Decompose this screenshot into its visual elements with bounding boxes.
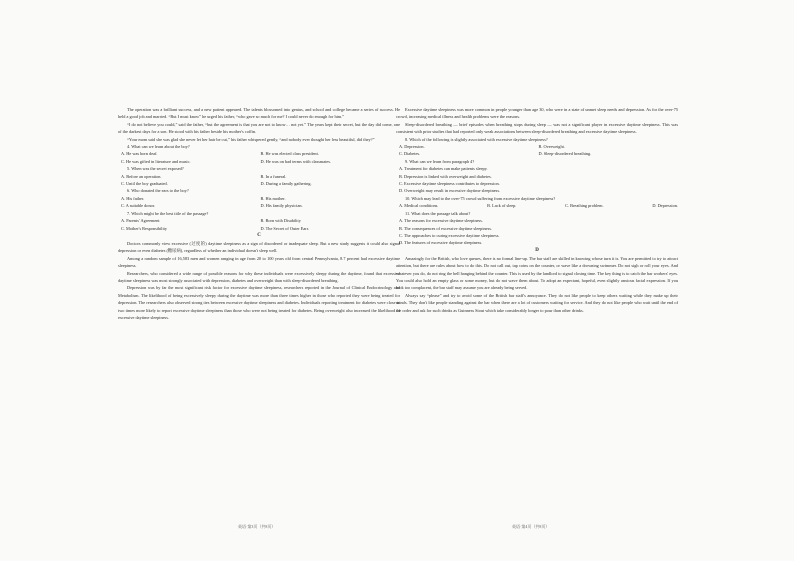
option-a: A. Depression. [399,144,425,150]
question-options [396,202,678,209]
question-options [396,217,678,247]
option-a: A. Parents' Agreement [121,218,160,224]
option-d: D. The Secret of Outer Ears [260,225,309,231]
option-d: D. Sleep-disordered breathing. [538,151,592,157]
question-4 [118,143,400,165]
section-c-heading: C [257,232,261,238]
right-page-footer: 英语·第4页（共8页） [512,524,550,529]
passage-c-paragraph: Sleep-disordered breathing — brief episodes when breathing stops during sleep — was not a significant player in excessive daytime sleepiness. This was consistent with prior studies that had reported only weak associations between sleep-disordered breathing and excessive daytime sleepiness. [396,121,678,135]
question-11 [396,210,678,247]
question-stem: 7. Which might be the best title of the passage? [127,210,209,216]
option-c: C. Mother's Responsibility [121,225,168,231]
option-c: C. Diabetes. [399,151,421,157]
passage-c-paragraph: Researchers, who considered a wide range of possible reasons for why these individuals were excessively sleepy during the daytime, found that excessive daytime sleepiness was most strongly associated with depression, diabetes and overweight than with sleep-disordered breathing. [118,270,400,283]
option-b: B. His mother. [260,195,286,201]
option-a: A. Treatment for diabetes can make patients sleepy. [399,166,488,172]
option-d: D. The features of excessive daytime sleepiness. [399,240,483,246]
passage-b-paragraph: The operation was a brilliant success, and a new patient appeared. The talents blossomed into genius, and school and college became a series of success. He held a good job and married. “But I must know” he urged his father, “who gave so much for me? I could never do enough for him.” [118,107,400,120]
question-stem: 11. What does the passage talk about? [405,210,471,216]
option-d: D. His family physician. [260,203,303,209]
passage-c-paragraph: Depression was by far the most significant risk factor for excessive daytime sleepiness, researchers reported in the Journal of Clinical Endocrinology and Metabolism. The likelihood of being excessively sleepy during the daytime was more than three times higher in those who reported they were being treated for depression. The researchers also observed strong ties between excessive daytime sleepiness and diabetes. Individuals reporting treatment for diabetes were close to two times more likely to report excessive daytime sleepiness than those who were not being treated for diabetes. Being overweight also increased the likelihood of excessive daytime sleepiness. [118,285,400,320]
option-c: C. Excessive daytime sleepiness contributes to depression. [399,181,500,187]
option-a: A. His father. [121,195,145,201]
option-a: A. The reasons for excessive daytime sleepiness. [399,218,483,224]
passage-c-paragraph: Excessive daytime sleepiness was more common in people younger than age 30, who were in a state of unmet sleep needs and depression. As for the over-75 crowd, increasing medical illness and health problems were the reasons. [396,107,678,120]
question-stem: 9. What can we learn from paragraph 4? [405,158,475,164]
question-options [118,150,400,165]
passage-c-paragraph: Doctors commonly view excessive (过度的) daytime sleepiness as a sign of disordered or inadequate sleep. But a new study suggests it could also signal depression or even diabetes (糖尿病), regardless of whether an individual doesn't sleep well. [118,240,400,254]
left-page-column [118,106,400,321]
question-stem: 8. Which of the following is slightly associated with excessive daytime sleepiness? [405,136,548,142]
question-stem: 5. When was the secret exposed? [127,166,184,172]
question-options [396,143,678,158]
option-c: C. The approaches to curing excessive daytime sleepiness. [399,232,500,238]
question-stem: 4. What can we learn about the boy? [127,144,190,150]
question-stem: 10. Which may lead to the over-75 crowd suffering from excessive daytime sleepiness? [405,195,556,201]
section-d-heading: D [535,247,539,253]
option-b: B. Born with Disability [260,218,301,224]
question-6 [118,187,400,209]
question-5 [118,165,400,187]
option-d: D. Overweight may result in excessive daytime sleepiness. [399,188,501,194]
left-page-footer: 英语·第3页（共8页） [238,524,276,529]
option-b: B. Lack of sleep. [487,203,517,209]
right-page-column [396,106,678,314]
question-stem: 6. Who donated the ears to the boy? [127,188,189,194]
option-a: A. Before an operation. [121,173,162,179]
passage-d-paragraph: Amazingly for the British, who love queues, there is no formal line-up. The bar staff are skilled in knowing whose turn it is. You are permitted to try to attract attention, but there are rules about how to do this. Do not call out, tap coins on the counter, or wave like a drowning swimmer. Do not sigh or roll your eyes. And whatever you do, do not ring the bell hanging behind the counter. This is used by the landlord to signal closing time. The key thing is to catch the bar workers' eyes. You could also hold an empty glass or some money, but do not wave them about. To adopt an expectant, hopeful, even slightly anxious facial expression. If you look too complacent, the bar staff may assume you are already being served. [396,255,678,291]
question-options [118,195,400,210]
option-c: C. A suitable donor. [121,203,156,209]
passage-d-paragraph: Always say “please” and try to avoid some of the British bar staff's annoyance. They do not like people to keep others waiting while they make up their minds. They don't like people standing against the bar when there are a lot of customers waiting for service. And they do not like people who wait until the end of the order and ask for such drinks as Guinness Stout which take considerably longer to pour than other drinks. [396,292,678,313]
question-9 [396,158,678,195]
option-b: B. He was elected class president. [260,151,319,157]
option-d: D. During a family gathering. [260,181,312,187]
passage-b-paragraph: “Your mom said she was glad she never let her hair be cut,” his father whispered gently, “and nobody ever thought her less beautiful, did they?” [127,136,375,142]
question-7 [118,210,400,232]
passage-b-paragraph: “I do not believe you could,” said the father, “but the agreement is that you are not to know… not yet.” The years kept their secret, but the day did come, one of the darkest days for a son. He stood with his father beside his mother's coffin. [118,121,400,135]
question-options [118,173,400,188]
question-10 [396,195,678,210]
option-b: B. The consequences of excessive daytime sleepiness. [399,225,492,231]
option-d: D. Depression. [652,203,678,209]
question-8 [396,136,678,158]
option-d: D. He was on bad terms with classmates. [260,158,332,164]
option-b: B. Overweight. [538,144,565,150]
option-c: C. Until the boy graduated. [121,181,168,187]
option-a: A. He was born deaf. [121,151,158,157]
option-a: A. Medical conditions. [399,203,439,209]
option-b: B. In a funeral. [260,173,287,179]
question-options [118,217,400,232]
option-c: C. He was gifted in literature and music. [121,158,191,164]
passage-c-paragraph: Among a random sample of 16,583 men and women ranging in age from 20 to 100 years old from central Pennsylvania, 8.7 percent had excessive daytime sleepiness. [118,255,400,269]
option-b: B. Depression is linked with overweight and diabetes. [399,173,492,179]
option-c: C. Breathing problem. [565,203,604,209]
question-options [396,165,678,195]
